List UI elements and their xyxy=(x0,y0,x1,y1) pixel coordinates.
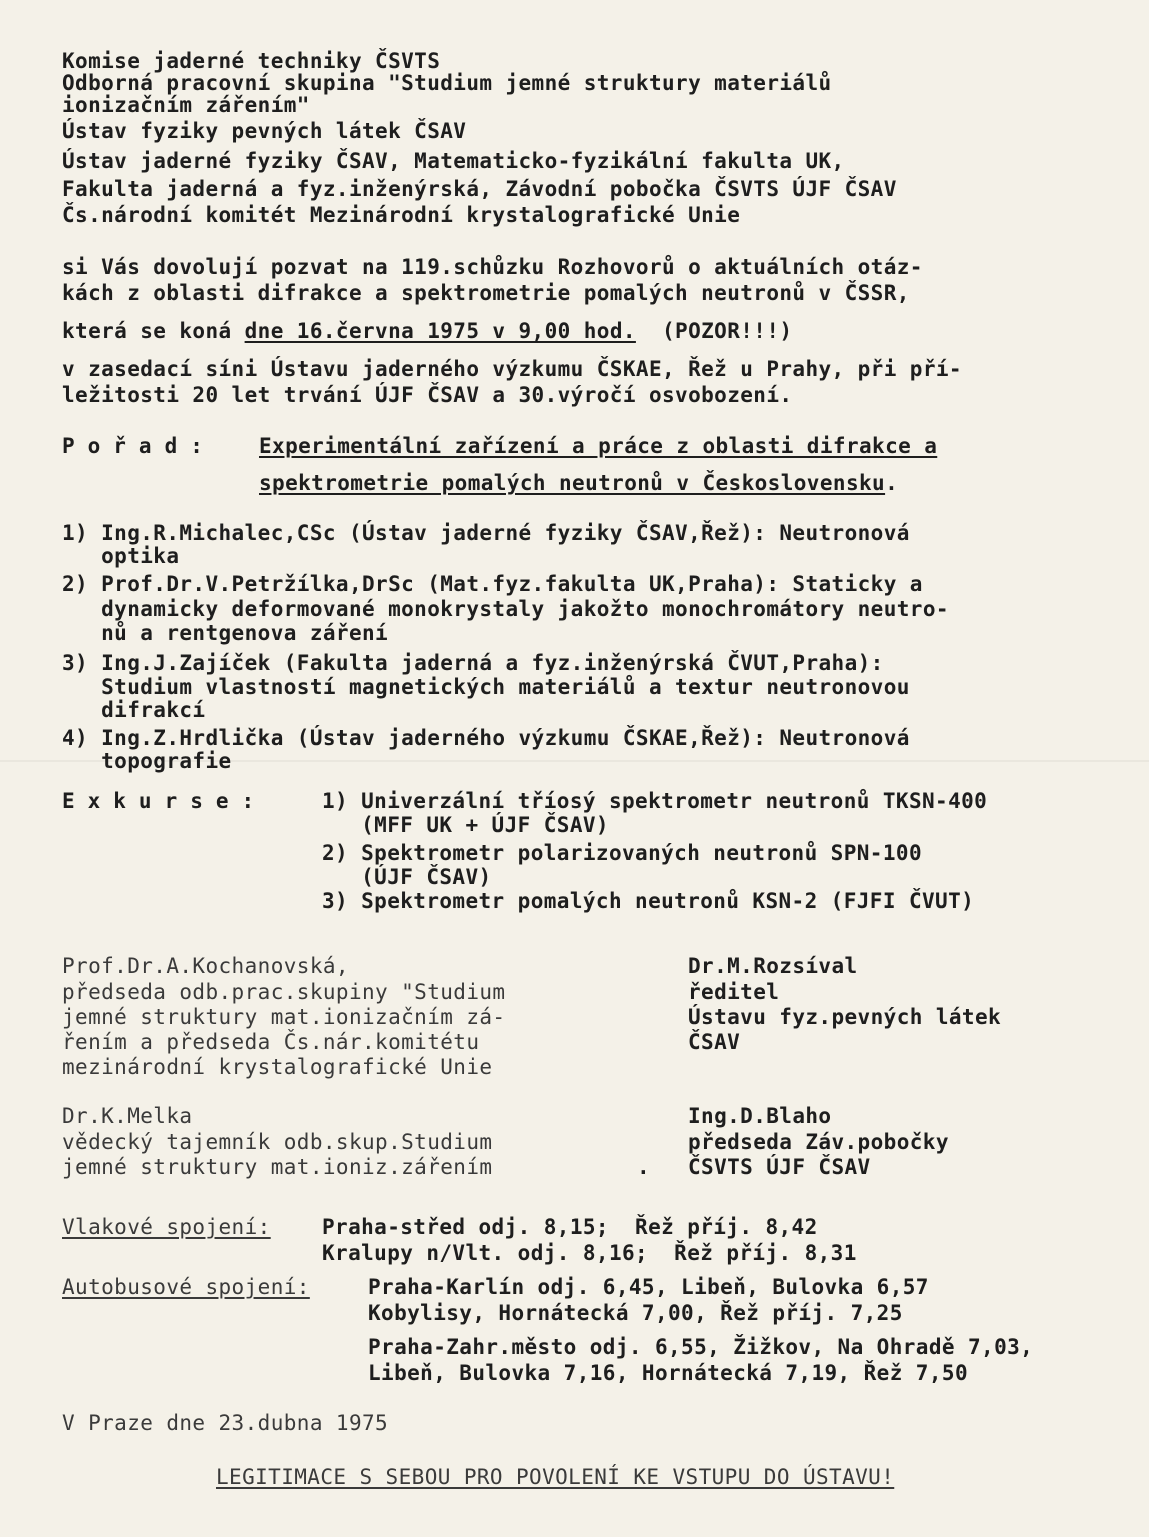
meeting-date: dne 16.června 1975 v 9,00 hod. xyxy=(244,319,636,343)
program-item: 3) Ing.J.Zajíček (Fakulta jaderná a fyz.inženýrská ČVUT,Praha): xyxy=(62,651,884,675)
header-line: Ústav jaderné fyziky ČSAV, Matematicko-fyzikální fakulta UK, xyxy=(62,149,845,173)
signatory-right-1: ředitel xyxy=(688,980,780,1004)
program-item-cont: difrakcí xyxy=(62,698,206,722)
entry-notice: LEGITIMACE S SEBOU PRO POVOLENÍ KE VSTUPU DO ÚSTAVU! xyxy=(216,1465,895,1489)
program-title: spektrometrie pomalých neutronů v Československu xyxy=(259,471,886,495)
bus-connection: Praha-Karlín odj. 6,45, Libeň, Bulovka 6,57 xyxy=(368,1275,929,1299)
excursion-item: 1) Univerzální tříosý spektrometr neutronů TKSN-400 xyxy=(322,789,988,813)
signatory-right-2: předseda Záv.pobočky xyxy=(688,1130,949,1154)
program-item-cont: dynamicky deformované monokrystaly jakožto monochromátory neutro- xyxy=(62,597,949,621)
program-title-line2 xyxy=(259,472,898,494)
signatory-left-2: Dr.K.Melka xyxy=(62,1104,193,1128)
program-item: 1) Ing.R.Michalec,CSc (Ústav jaderné fyziky ČSAV,Řež): Neutronová xyxy=(62,521,910,545)
train-connection: Kralupy n/Vlt. odj. 8,16; Řež příj. 8,31 xyxy=(322,1241,857,1265)
invitation-line: kách z oblasti difrakce a spektrometrie pomalých neutronů v ČSSR, xyxy=(62,281,910,305)
program-title: Experimentální zařízení a práce z oblasti difrakce a xyxy=(259,434,938,458)
excursion-item-cont: (MFF UK + ÚJF ČSAV) xyxy=(322,813,609,837)
program-item-cont: topografie xyxy=(62,749,232,773)
header-line: Ústav fyziky pevných látek ČSAV xyxy=(62,119,467,143)
program-title-end: . xyxy=(885,471,899,495)
excursion-item-cont: (ÚJF ČSAV) xyxy=(322,865,492,889)
signatory-left-1: jemné struktury mat.ionizačním zá- xyxy=(62,1005,506,1029)
program-item-cont: nů a rentgenova záření xyxy=(62,621,389,645)
header-line: Komise jaderné techniky ČSVTS xyxy=(62,49,441,73)
program-label: Pořad: xyxy=(62,434,216,458)
invitation-line: si Vás dovolují pozvat na 119.schůzku Rozhovorů o aktuálních otáz- xyxy=(62,255,923,279)
signatory-right-1: Dr.M.Rozsíval xyxy=(688,954,858,978)
bus-connection: Libeň, Bulovka 7,16, Hornátecká 7,19, Řež 7,50 xyxy=(368,1361,968,1385)
date-gap xyxy=(636,319,662,343)
header-line: Čs.národní komitét Mezinárodní krystalografické Unie xyxy=(62,203,741,227)
excursion-label: Exkurse: xyxy=(62,789,268,813)
program-item-cont: Studium vlastností magnetických materiálů a textur neutronovou xyxy=(62,675,910,699)
header-line: Fakulta jaderná a fyz.inženýrská, Závodní pobočka ČSVTS ÚJF ČSAV xyxy=(62,177,897,201)
stray-dot: . xyxy=(637,1155,651,1179)
signatory-left-1: Prof.Dr.A.Kochanovská, xyxy=(62,954,349,978)
excursion-item: 3) Spektrometr pomalých neutronů KSN-2 (FJFI ČVUT) xyxy=(322,889,975,913)
train-connection: Praha-střed odj. 8,15; Řež příj. 8,42 xyxy=(322,1215,818,1239)
signatory-left-1: předseda odb.prac.skupiny "Studium xyxy=(62,980,506,1004)
signatory-right-1: Ústavu fyz.pevných látek xyxy=(688,1005,1002,1029)
signatory-left-1: řením a předseda Čs.nár.komitétu xyxy=(62,1030,480,1054)
signatory-right-1: ČSAV xyxy=(688,1030,741,1054)
program-item: 2) Prof.Dr.V.Petržílka,DrSc (Mat.fyz.fakulta UK,Praha): Staticky a xyxy=(62,572,923,596)
train-label: Vlakové spojení: xyxy=(62,1215,271,1239)
place-date: V Praze dne 23.dubna 1975 xyxy=(62,1411,389,1435)
invitation-line: ležitosti 20 let trvání ÚJF ČSAV a 30.výročí osvobození. xyxy=(62,383,793,407)
signatory-left-2: jemné struktury mat.ioniz.zářením xyxy=(62,1155,493,1179)
signatory-right-2: ČSVTS ÚJF ČSAV xyxy=(688,1155,871,1179)
bus-connection: Kobylisy, Hornátecká 7,00, Řež příj. 7,25 xyxy=(368,1301,903,1325)
signatory-right-2: Ing.D.Blaho xyxy=(688,1104,832,1128)
invitation-line: v zasedací síni Ústavu jaderného výzkumu ČSKAE, Řež u Prahy, při pří- xyxy=(62,357,962,381)
signatory-left-2: vědecký tajemník odb.skup.Studium xyxy=(62,1130,493,1154)
bus-label: Autobusové spojení: xyxy=(62,1275,310,1299)
excursion-item: 2) Spektrometr polarizovaných neutronů SPN-100 xyxy=(322,841,922,865)
signatory-left-1: mezinárodní krystalografické Unie xyxy=(62,1055,493,1079)
program-item: 4) Ing.Z.Hrdlička (Ústav jaderného výzkumu ČSKAE,Řež): Neutronová xyxy=(62,726,910,750)
header-line: Odborná pracovní skupina "Studium jemné struktury materiálů xyxy=(62,71,832,95)
date-prefix: která se koná xyxy=(62,319,245,343)
bus-connection: Praha-Zahr.město odj. 6,55, Žižkov, Na Ohradě 7,03, xyxy=(368,1335,1034,1359)
program-item-cont: optika xyxy=(62,544,180,568)
header-line: ionizačním zářením" xyxy=(62,93,310,117)
meeting-date-line xyxy=(62,320,792,342)
date-note: (POZOR!!!) xyxy=(662,319,793,343)
